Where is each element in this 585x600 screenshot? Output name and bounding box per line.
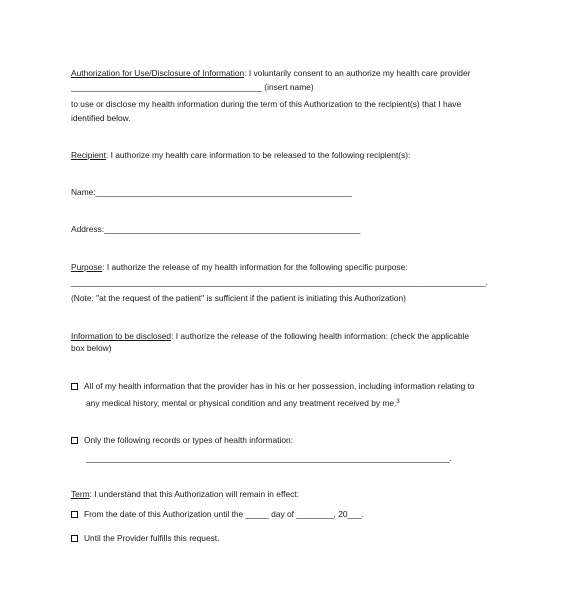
- purpose-text: I authorize the release of my health information for the following specific purpose:: [104, 262, 408, 272]
- recipient-text: I authorize my health care information to be released to the following recipient(s):: [108, 150, 411, 160]
- term-text: I understand that this Authorization will remain in effect:: [91, 489, 299, 499]
- authorization-heading-colon: :: [244, 68, 247, 78]
- option-only-following-label: Only the following records or types of health information:: [84, 435, 294, 445]
- authorization-intro: I voluntarily consent to an authorize my health care provider: [246, 68, 471, 78]
- term-heading: Term: [71, 489, 90, 499]
- option-only-following[interactable]: [71, 435, 293, 446]
- information-heading: Information to be disclosed: [71, 331, 172, 341]
- option-from-date[interactable]: [71, 509, 364, 520]
- purpose-heading-colon: :: [102, 262, 105, 272]
- recipient-paragraph: [71, 150, 410, 161]
- option-from-date-label: From the date of this Authorization until the _____ day of ________, 20___.: [84, 509, 364, 519]
- recipient-heading: Recipient: [71, 150, 106, 160]
- option-all-info-line-2-wrap: [86, 397, 400, 409]
- term-paragraph: [71, 489, 299, 500]
- recipient-heading-colon: :: [105, 150, 109, 160]
- authorization-body-line-1: to use or disclose my health information during the term of this Authorization to the recipient(s) that I have: [71, 99, 462, 109]
- recipient-name-field[interactable]: Name:_______________________________________________________: [71, 187, 352, 197]
- information-paragraph-line-2: box below): [71, 343, 112, 353]
- option-until-fulfilled-label: Until the Provider fulfills this request.: [84, 533, 220, 543]
- purpose-blank[interactable]: _________________________________________________________________________________________.: [71, 277, 488, 287]
- option-all-info-line-2: any medical history, mental or physical condition and any treatment received by me.: [86, 398, 397, 408]
- provider-name-blank[interactable]: _________________________________________ (insert name): [71, 82, 314, 92]
- authorization-heading: Authorization for Use/Disclosure of Information: [71, 68, 245, 78]
- checkbox-only-following[interactable]: [71, 437, 78, 444]
- authorization-paragraph-line-1: [71, 68, 470, 79]
- authorization-body-line-2: identified below.: [71, 113, 131, 123]
- purpose-heading: Purpose: [71, 262, 103, 272]
- term-heading-colon: :: [89, 489, 92, 499]
- checkbox-all-info[interactable]: [71, 383, 78, 390]
- footnote-marker: 3: [396, 399, 400, 405]
- recipient-address-field[interactable]: Address:_______________________________________________________: [71, 224, 361, 234]
- option-all-info[interactable]: [71, 381, 475, 392]
- checkbox-from-date[interactable]: [71, 511, 78, 518]
- information-heading-colon: :: [171, 331, 174, 341]
- checkbox-until-fulfilled[interactable]: [71, 535, 78, 542]
- option-only-following-blank[interactable]: ______________________________________________________________________________.: [86, 453, 452, 463]
- option-until-fulfilled[interactable]: [71, 533, 219, 544]
- information-paragraph-line-1: [71, 331, 469, 342]
- purpose-paragraph: [71, 262, 408, 273]
- purpose-note: (Note: "at the request of the patient" is sufficient if the patient is initiating this Authorization): [71, 293, 406, 303]
- option-all-info-line-1: All of my health information that the provider has in his or her possession, including information relating to: [84, 381, 475, 391]
- information-text: I authorize the release of the following health information: (check the applicable: [173, 331, 470, 341]
